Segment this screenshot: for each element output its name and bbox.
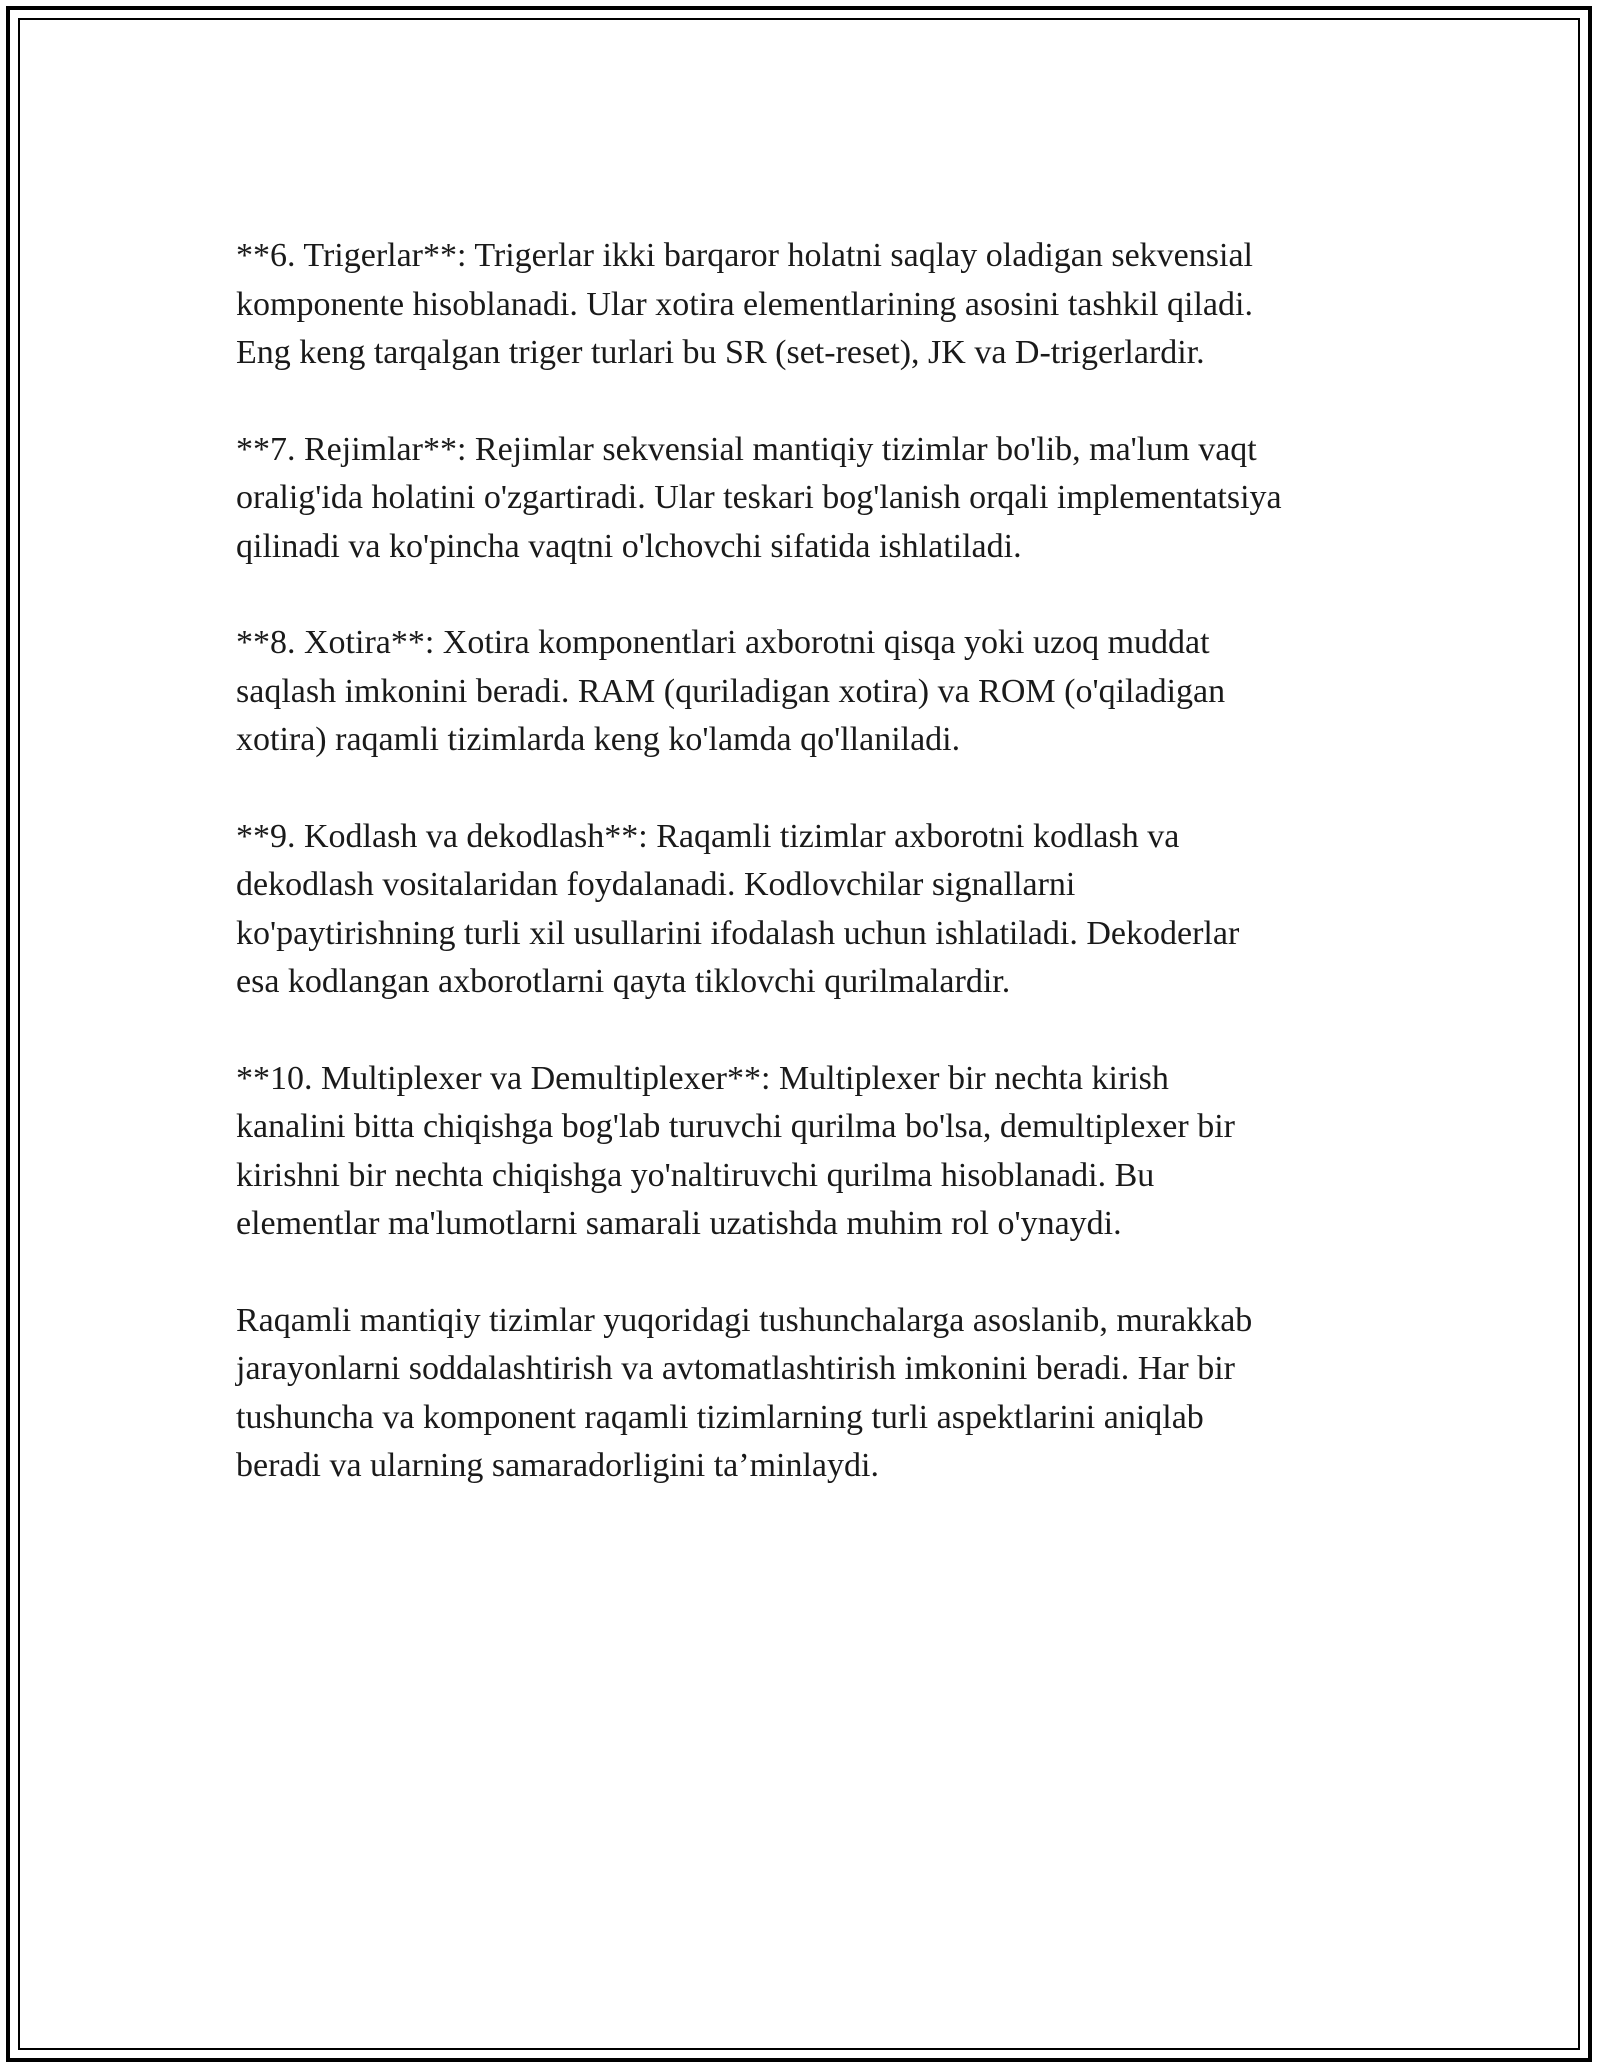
- paragraph-xotira: **8. Xotira**: Xotira komponentlari axborotni qisqa yoki uzoq muddat saqlash imkonini beradi. RAM (quriladigan xotira) va ROM (o'qiladigan xotira) raqamli tizimlarda keng ko'lamda qo'llaniladi.: [236, 624, 1226, 758]
- paragraph-conclusion: Raqamli mantiqiy tizimlar yuqoridagi tushunchalarga asoslanib, murakkab jarayonlarni soddalashtirish va avtomatlashtirish imkonini beradi. Har bir tushuncha va komponent raqamli tizimlarning turli aspektlarini aniqlab beradi va ularning samaradorligini ta’minlaydi.: [236, 1301, 1253, 1484]
- paragraph-rejimlar: **7. Rejimlar**: Rejimlar sekvensial mantiqiy tizimlar bo'lib, ma'lum vaqt oralig'ida holatini o'zgartiradi. Ular teskari bog'lanish orqali implementatsiya qilinadi va ko'pincha vaqtni o'lchovchi sifatida ishlatiladi.: [236, 430, 1282, 565]
- paragraph-kodlash-dekodlash: **9. Kodlash va dekodlash**: Raqamli tizimlar axborotni kodlash va dekodlash vositalaridan foydalanadi. Kodlovchilar signallarni ko'paytirishning turli xil usullarini ifodalash uchun ishlatiladi. Dekoderlar esa kodlangan axborotlarni qayta tiklovchi qurilmalardir.: [236, 817, 1240, 1000]
- document-body: [236, 232, 1376, 1539]
- paragraph-multiplexer: **10. Multiplexer va Demultiplexer**: Multiplexer bir nechta kirish kanalini bitta chiqishga bog'lab turuvchi qurilma bo'lsa, demultiplexer bir kirishni bir nechta chiqishga yo'naltiruvchi qurilma hisoblanadi. Bu elementlar ma'lumotlarni samarali uzatishda muhim rol o'ynaydi.: [236, 1059, 1235, 1242]
- paragraph-trigerlar: **6. Trigerlar**: Trigerlar ikki barqaror holatni saqlay oladigan sekvensial komponente hisoblanadi. Ular xotira elementlarining asosini tashkil qiladi. Eng keng tarqalgan triger turlari bu SR (set-reset), JK va D-trigerlardir.: [236, 237, 1253, 371]
